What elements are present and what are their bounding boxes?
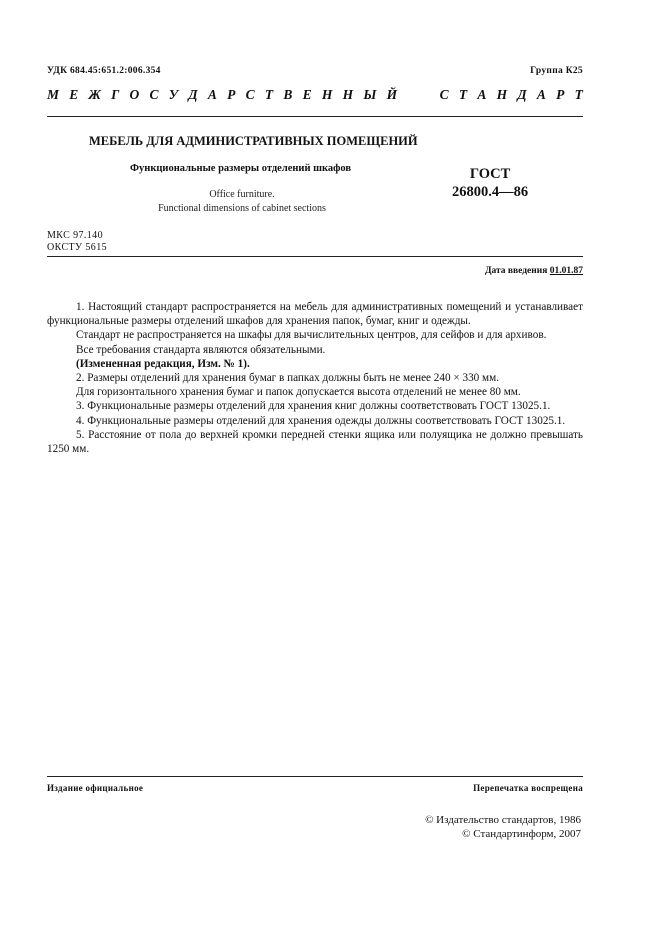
banner-letter: Н xyxy=(321,87,333,102)
banner-letter: Р xyxy=(227,87,236,102)
gost-label: ГОСТ xyxy=(469,166,511,182)
banner-letter: Г xyxy=(111,87,120,102)
group-code: Группа К25 xyxy=(530,66,583,76)
banner-letter: Т xyxy=(574,87,583,102)
banner-letter: Р xyxy=(556,87,565,102)
gost-designation xyxy=(452,165,528,201)
banner-letter: В xyxy=(283,87,293,102)
intro-date xyxy=(485,266,583,276)
banner-letter: Д xyxy=(517,87,527,102)
intro-date-label: Дата введения xyxy=(484,266,548,276)
banner-letter: О xyxy=(129,87,140,102)
banner-letter: Д xyxy=(188,87,198,102)
banner-letter: Т xyxy=(458,87,468,102)
interstate-standard-banner xyxy=(47,87,583,103)
intro-date-value: 01.01.87 xyxy=(549,266,583,276)
banner-letter: Н xyxy=(496,87,508,102)
banner-letter: Е xyxy=(69,87,79,102)
banner-letter: Н xyxy=(342,87,354,102)
banner-letter: М xyxy=(47,87,60,102)
banner-letter: С xyxy=(245,87,255,102)
banner-letter: А xyxy=(477,87,487,102)
banner-letter: А xyxy=(207,87,217,102)
banner-letter: Т xyxy=(264,87,274,102)
classification-codes xyxy=(47,230,107,254)
english-title-line2: Functional dimensions of cabinet sections xyxy=(158,203,326,214)
paragraph: 1. Настоящий стандарт распространяется на мебель для административных помещений и устанавливает функциональные размеры отделений шкафов для хранения папок, бумаг, книг и одежды. xyxy=(47,301,583,328)
copyright-line2: © Стандартинформ, 2007 xyxy=(462,828,581,840)
paragraph: Стандарт не распространяется на шкафы для вычислительных центров, для сейфов и для архивов. xyxy=(76,329,547,342)
header-divider xyxy=(47,116,583,117)
gost-number: 26800.4—86 xyxy=(452,184,529,200)
paragraph: 5. Расстояние от пола до верхней кромки передней стенки ящика или полуящика не должно превышать 1250 мм. xyxy=(47,428,583,456)
paragraph: Все требования стандарта являются обязательными. xyxy=(76,343,326,356)
banner-letter: Е xyxy=(302,87,312,102)
banner-letter: У xyxy=(168,87,179,102)
banner-letter: Ж xyxy=(88,87,101,102)
english-title xyxy=(130,188,354,216)
banner-letter: С xyxy=(439,87,449,102)
title-divider xyxy=(47,256,583,257)
okstu-code: ОКСТУ 5615 xyxy=(47,242,108,253)
english-title-line1: Office furniture. xyxy=(209,189,275,200)
footer-divider xyxy=(47,776,583,777)
paragraph: 2. Размеры отделений для хранения бумаг в папках должны быть не менее 240 × 330 мм. xyxy=(76,372,500,385)
mks-code: МКС 97.140 xyxy=(47,230,103,241)
banner-letter: С xyxy=(149,87,159,102)
document-title: МЕБЕЛЬ ДЛЯ АДМИНИСТРАТИВНЫХ ПОМЕЩЕНИЙ xyxy=(89,134,418,148)
paragraph: Для горизонтального хранения бумаг и папок допускается высота отделений не менее 80 мм. xyxy=(76,386,521,399)
document-subtitle: Функциональные размеры отделений шкафов xyxy=(130,163,352,174)
paragraph: 4. Функциональные размеры отделений для хранения одежды должны соответствовать ГОСТ 13025.1. xyxy=(76,414,566,427)
reprint-notice: Перепечатка воспрещена xyxy=(473,783,583,793)
copyright-line1: © Издательство стандартов, 1986 xyxy=(425,814,581,826)
udk-code: УДК 684.45:651.2:006.354 xyxy=(47,66,161,76)
banner-letter: А xyxy=(536,87,546,102)
banner-letter: Ы xyxy=(363,87,377,102)
paragraph: 3. Функциональные размеры отделений для хранения книг должны соответствовать ГОСТ 13025.1. xyxy=(76,400,551,413)
banner-letter: Й xyxy=(386,87,398,102)
document-body xyxy=(47,300,583,456)
amendment-note: (Измененная редакция, Изм. № 1). xyxy=(76,357,250,370)
official-edition: Издание официальное xyxy=(47,783,144,793)
